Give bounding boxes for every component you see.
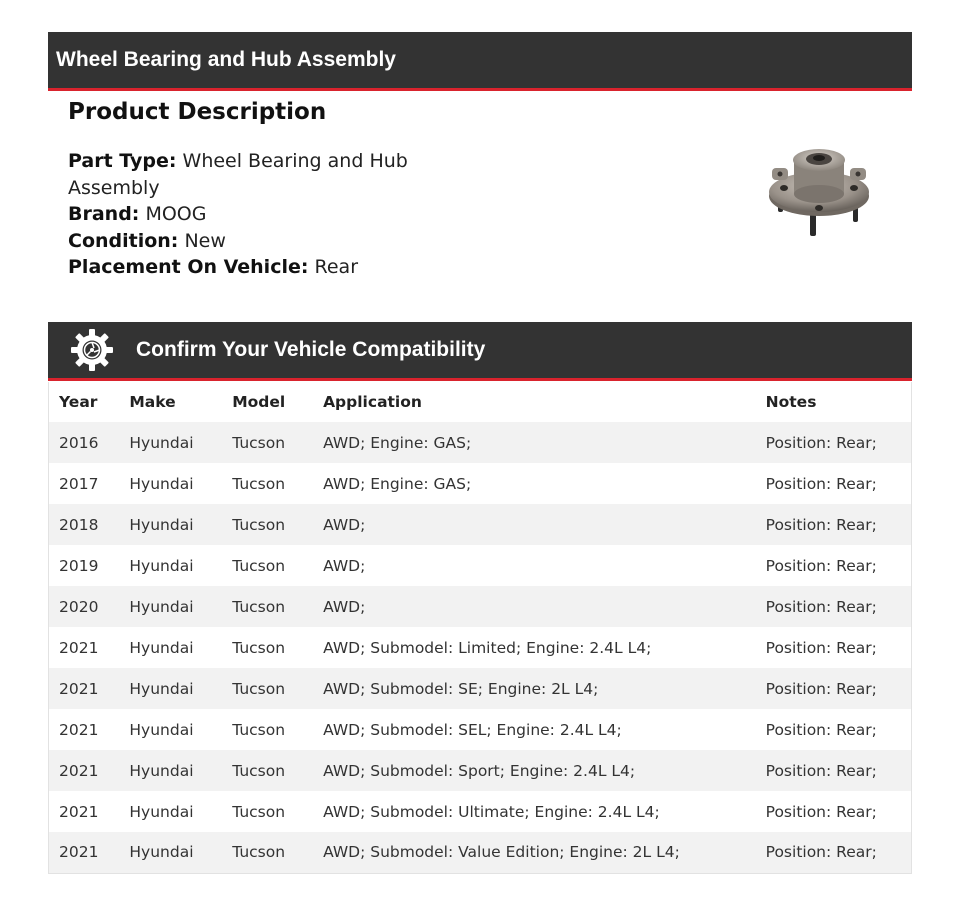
field-label: Part Type: (68, 150, 177, 172)
cell-notes: Position: Rear; (756, 668, 912, 709)
table-row (49, 791, 912, 832)
field-part-type (68, 148, 408, 201)
cell-make: Hyundai (119, 832, 222, 873)
table-header-row (49, 382, 912, 422)
table-row (49, 627, 912, 668)
cell-make: Hyundai (119, 668, 222, 709)
table-row (49, 750, 912, 791)
cell-year: 2021 (49, 627, 120, 668)
table-row (49, 463, 912, 504)
cell-application: AWD; (313, 545, 756, 586)
table-row (49, 504, 912, 545)
column-header-notes: Notes (756, 382, 912, 422)
cell-make: Hyundai (119, 586, 222, 627)
cell-notes: Position: Rear; (756, 791, 912, 832)
cell-year: 2016 (49, 422, 120, 463)
cell-notes: Position: Rear; (756, 832, 912, 873)
cell-year: 2021 (49, 668, 120, 709)
column-header-year: Year (49, 382, 120, 422)
cell-application: AWD; Submodel: Ultimate; Engine: 2.4L L4; (313, 791, 756, 832)
cell-notes: Position: Rear; (756, 422, 912, 463)
cell-application: AWD; Submodel: Value Edition; Engine: 2L L4; (313, 832, 756, 873)
cell-application: AWD; Engine: GAS; (313, 422, 756, 463)
cell-model: Tucson (222, 627, 313, 668)
compatibility-banner (48, 322, 912, 381)
cell-notes: Position: Rear; (756, 586, 912, 627)
description-heading: Product Description (68, 99, 327, 125)
table-row (49, 832, 912, 873)
field-condition (68, 228, 408, 255)
cell-year: 2021 (49, 832, 120, 873)
cell-model: Tucson (222, 586, 313, 627)
cell-year: 2018 (49, 504, 120, 545)
cell-make: Hyundai (119, 709, 222, 750)
cell-model: Tucson (222, 709, 313, 750)
compatibility-table (48, 382, 912, 874)
table-row (49, 668, 912, 709)
cell-notes: Position: Rear; (756, 545, 912, 586)
cell-model: Tucson (222, 504, 313, 545)
cell-application: AWD; Submodel: SEL; Engine: 2.4L L4; (313, 709, 756, 750)
cell-model: Tucson (222, 750, 313, 791)
cell-model: Tucson (222, 832, 313, 873)
cell-notes: Position: Rear; (756, 627, 912, 668)
cell-application: AWD; Submodel: SE; Engine: 2L L4; (313, 668, 756, 709)
cell-make: Hyundai (119, 791, 222, 832)
field-value: MOOG (145, 203, 207, 225)
cell-model: Tucson (222, 545, 313, 586)
cell-notes: Position: Rear; (756, 463, 912, 504)
cell-year: 2021 (49, 709, 120, 750)
table-row (49, 586, 912, 627)
cell-application: AWD; Submodel: Sport; Engine: 2.4L L4; (313, 750, 756, 791)
cell-model: Tucson (222, 668, 313, 709)
product-description (68, 96, 408, 281)
cell-model: Tucson (222, 463, 313, 504)
cell-notes: Position: Rear; (756, 750, 912, 791)
title-banner (48, 32, 912, 91)
cell-application: AWD; (313, 586, 756, 627)
cell-year: 2021 (49, 791, 120, 832)
table-row (49, 422, 912, 463)
cell-make: Hyundai (119, 463, 222, 504)
field-label: Placement On Vehicle: (68, 256, 309, 278)
page-title: Wheel Bearing and Hub Assembly (56, 48, 396, 71)
cell-model: Tucson (222, 422, 313, 463)
field-label: Brand: (68, 203, 140, 225)
cell-application: AWD; (313, 504, 756, 545)
field-value: Wheel Bearing and Hub Assembly (68, 150, 408, 199)
field-value: New (184, 229, 226, 252)
column-header-model: Model (222, 382, 313, 422)
cell-year: 2017 (49, 463, 120, 504)
cell-make: Hyundai (119, 750, 222, 791)
wheel-hub-icon (764, 130, 874, 242)
cell-year: 2021 (49, 750, 120, 791)
field-brand (68, 201, 408, 228)
compatibility-title: Confirm Your Vehicle Compatibility (136, 338, 486, 361)
cell-year: 2019 (49, 545, 120, 586)
cell-notes: Position: Rear; (756, 709, 912, 750)
cell-notes: Position: Rear; (756, 504, 912, 545)
field-placement (68, 254, 408, 281)
table-body (49, 422, 912, 873)
cell-make: Hyundai (119, 627, 222, 668)
column-header-application: Application (313, 382, 756, 422)
cell-make: Hyundai (119, 545, 222, 586)
field-label: Condition: (68, 229, 179, 252)
column-header-make: Make (119, 382, 222, 422)
cell-make: Hyundai (119, 422, 222, 463)
gear-icon (70, 328, 114, 372)
table-row (49, 545, 912, 586)
cell-year: 2020 (49, 586, 120, 627)
table-row (49, 709, 912, 750)
cell-model: Tucson (222, 791, 313, 832)
cell-application: AWD; Submodel: Limited; Engine: 2.4L L4; (313, 627, 756, 668)
cell-make: Hyundai (119, 504, 222, 545)
field-value: Rear (314, 256, 359, 278)
cell-application: AWD; Engine: GAS; (313, 463, 756, 504)
